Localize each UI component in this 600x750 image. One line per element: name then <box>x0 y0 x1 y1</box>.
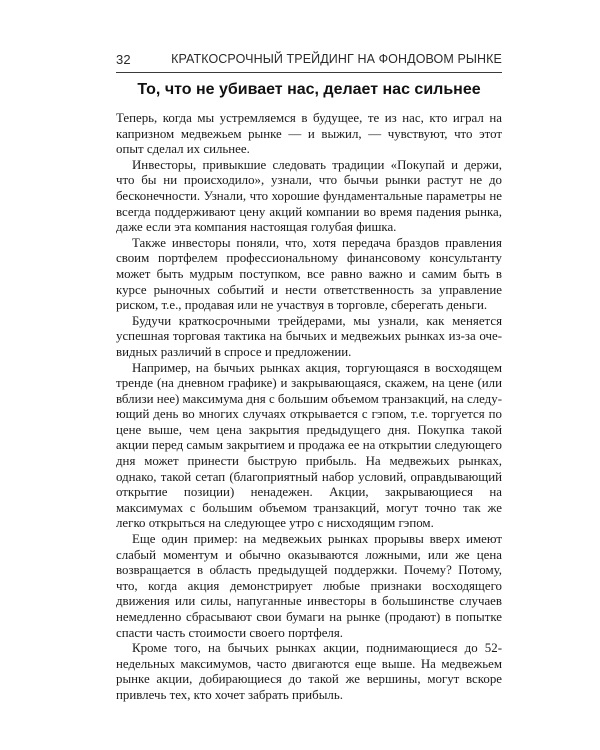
paragraph: Инвесторы, привыкшие следовать традиции «Покупай и держи, что бы ни происходило», узнали, что бычьи рынки растут не до бесконечности. Узнали, что хорошие фундаментальные параметры не всегда поддерживают цену акций компании во время падения рынка, даже если эта компания настоящая голубая фишка. <box>116 157 502 235</box>
paragraph: Например, на бычьих рынках акция, торгующаяся в восходящем тренде (на дневном графике) и закрывающаяся, скажем, на цене (или вблизи нее) максимума дня с большим объемом транзакций, на следующий день во многих случаях открывается с гэпом, т.е. торгуется по цене выше, чем цена закрытия предыдущего дня. Покупка такой акции перед самым закрытием и продажа ее на открытии следующего дня может принести быструю прибыль. На медвежьих рынках, однако, такой сетап (благоприятный набор условий, оправдывающий открытие позиции) ненадежен. Акции, закрывающиеся на максимумах с большим объемом транзакций, могут точно так же легко открыться на следующее утро с нисходящим гэпом. <box>116 360 502 531</box>
running-head <box>116 52 502 70</box>
header-divider <box>116 72 502 73</box>
paragraph: Также инвесторы поняли, что, хотя передача браздов правления своим портфелем профессиональному финансовому консультанту может быть мудрым поступком, все равно важно и самим быть в курсе рыночных событий и нести ответственность за управление риском, т.е., продавая или не участвуя в торговле, сберегать деньги. <box>116 235 502 313</box>
paragraph: Еще один пример: на медвежьих рынках прорывы вверх имеют слабый моментум и обычно оказываются ложными, или же цена возвращается в область предыдущей поддержки. Почему? Потому, что, когда акция демонстрирует любые признаки восходящего движения или силы, напуганные инвесторы в большинстве случаев немедленно сбрасывают свои бумаги на рынке (продают) в попытке спасти часть стоимости своего портфеля. <box>116 532 502 640</box>
body-text <box>116 111 502 704</box>
paragraph: Будучи краткосрочными трейдерами, мы узнали, как меняется успешная торговая тактика на бычьих и медвежьих рынках из-за очевидных различий в спросе и предложении. <box>116 313 502 359</box>
paragraph: Кроме того, на бычьих рынках акции, поднимающиеся до 52-недельных максимумов, часто двигаются еще выше. На медвежьем рынке акции, добирающиеся до такой же вершины, могут вскоре привлечь тех, кто хочет забрать прибыль. <box>116 641 502 702</box>
section-title: То, что не убивает нас, делает нас сильнее <box>137 81 481 98</box>
book-title: КРАТКОСРОЧНЫЙ ТРЕЙДИНГ НА ФОНДОВОМ РЫНКЕ <box>171 52 502 66</box>
page-number: 32 <box>116 52 131 67</box>
paragraph: Теперь, когда мы устремляемся в будущее, те из нас, кто играл на капризном медвежьем рынке — и выжил, — чувствуют, что этот опыт сделал их сильнее. <box>116 111 502 157</box>
